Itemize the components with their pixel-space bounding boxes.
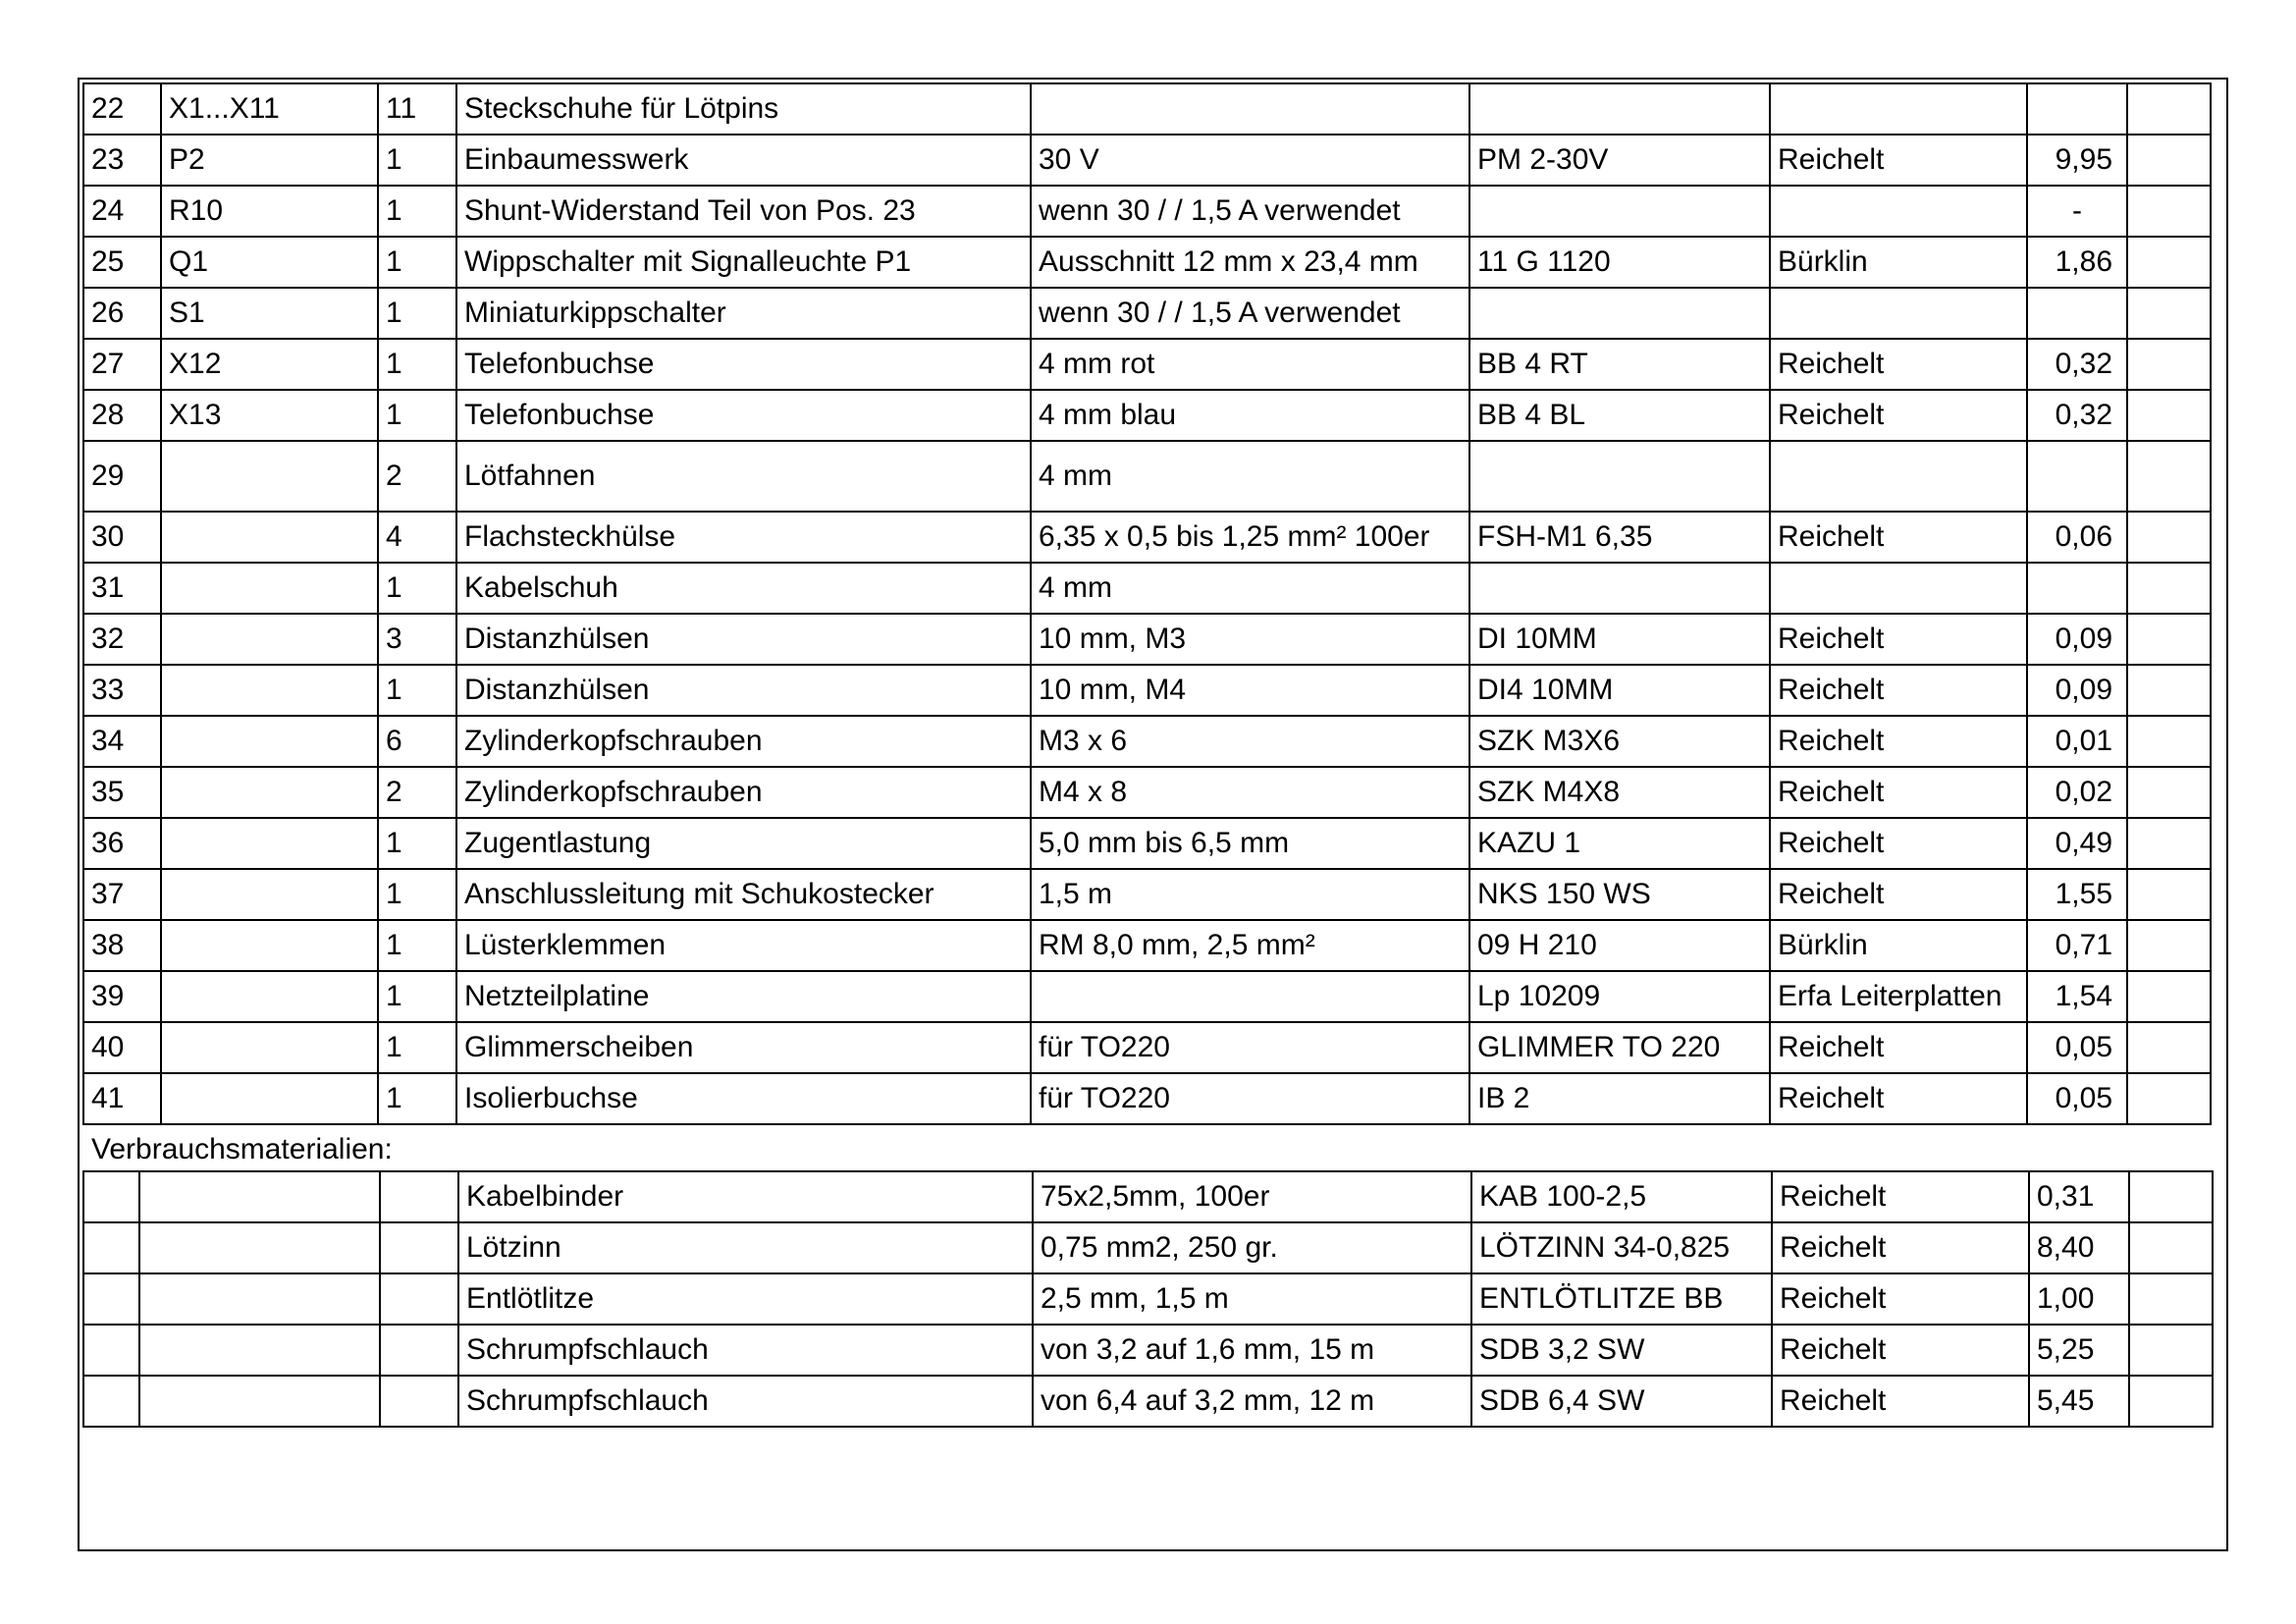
supplier-cell: Reichelt [1772, 1376, 2029, 1427]
order-number-cell: GLIMMER TO 220 [1469, 1022, 1770, 1073]
description-cell: Lüsterklemmen [456, 920, 1031, 971]
order-number-cell: SDB 6,4 SW [1471, 1376, 1772, 1427]
price-cell: 0,09 [2027, 614, 2127, 665]
price-cell: 0,01 [2027, 716, 2127, 767]
empty-cell [2127, 971, 2211, 1022]
order-number-cell: ENTLÖTLITZE BB [1471, 1273, 1772, 1325]
reference-cell: X13 [161, 390, 378, 441]
empty-cell [2129, 1273, 2213, 1325]
reference-cell [161, 441, 378, 512]
empty-cell [2127, 716, 2211, 767]
specification-cell: wenn 30 / / 1,5 A verwendet [1031, 186, 1469, 237]
empty-cell [2127, 135, 2211, 186]
position-cell: 25 [83, 237, 161, 288]
description-cell: Anschlussleitung mit Schukostecker [456, 869, 1031, 920]
price-cell: 0,49 [2027, 818, 2127, 869]
description-cell: Miniaturkippschalter [456, 288, 1031, 339]
position-cell: 31 [83, 563, 161, 614]
description-cell: Distanzhülsen [456, 614, 1031, 665]
specification-cell: 4 mm [1031, 563, 1469, 614]
specification-cell: 4 mm blau [1031, 390, 1469, 441]
table-row [83, 614, 2211, 665]
quantity-cell: 1 [378, 186, 456, 237]
table-row [83, 1022, 2211, 1073]
empty-cell [2127, 288, 2211, 339]
description-cell: Steckschuhe für Lötpins [456, 83, 1031, 135]
price-cell: 0,32 [2027, 390, 2127, 441]
description-cell: Telefonbuchse [456, 390, 1031, 441]
empty-cell [139, 1273, 380, 1325]
specification-cell: 4 mm rot [1031, 339, 1469, 390]
description-cell: Schrumpfschlauch [458, 1376, 1033, 1427]
quantity-cell: 1 [378, 135, 456, 186]
description-cell: Schrumpfschlauch [458, 1325, 1033, 1376]
description-cell: Telefonbuchse [456, 339, 1031, 390]
description-cell: Lötfahnen [456, 441, 1031, 512]
empty-cell [139, 1325, 380, 1376]
order-number-cell: KAZU 1 [1469, 818, 1770, 869]
table-row [83, 339, 2211, 390]
quantity-cell: 1 [378, 665, 456, 716]
order-number-cell: 11 G 1120 [1469, 237, 1770, 288]
empty-cell [380, 1171, 458, 1222]
empty-cell [2127, 237, 2211, 288]
position-cell: 36 [83, 818, 161, 869]
supplier-cell: Reichelt [1770, 339, 2027, 390]
supplier-cell [1770, 441, 2027, 512]
reference-cell [161, 512, 378, 563]
supplier-cell: Reichelt [1772, 1273, 2029, 1325]
order-number-cell: SDB 3,2 SW [1471, 1325, 1772, 1376]
empty-cell [139, 1222, 380, 1273]
quantity-cell: 1 [378, 1073, 456, 1124]
specification-cell: 6,35 x 0,5 bis 1,25 mm² 100er [1031, 512, 1469, 563]
table-row [83, 186, 2211, 237]
price-cell: 1,00 [2029, 1273, 2129, 1325]
supplier-cell: Bürklin [1770, 237, 2027, 288]
position-cell: 24 [83, 186, 161, 237]
empty-cell [83, 1222, 139, 1273]
description-cell: Kabelschuh [456, 563, 1031, 614]
quantity-cell: 4 [378, 512, 456, 563]
price-cell: 1,86 [2027, 237, 2127, 288]
order-number-cell [1469, 441, 1770, 512]
table-row [83, 1073, 2211, 1124]
position-cell: 41 [83, 1073, 161, 1124]
price-cell: 0,05 [2027, 1022, 2127, 1073]
specification-cell: 30 V [1031, 135, 1469, 186]
reference-cell [161, 665, 378, 716]
consumables-table [82, 1170, 2214, 1428]
price-cell: 0,71 [2027, 920, 2127, 971]
specification-cell: 10 mm, M3 [1031, 614, 1469, 665]
empty-cell [83, 1273, 139, 1325]
table-row [83, 135, 2211, 186]
supplier-cell: Reichelt [1770, 614, 2027, 665]
empty-cell [139, 1171, 380, 1222]
reference-cell [161, 818, 378, 869]
supplier-cell: Bürklin [1770, 920, 2027, 971]
order-number-cell [1469, 83, 1770, 135]
price-cell: 1,54 [2027, 971, 2127, 1022]
reference-cell: P2 [161, 135, 378, 186]
specification-cell: für TO220 [1031, 1022, 1469, 1073]
specification-cell [1031, 971, 1469, 1022]
empty-cell [2127, 818, 2211, 869]
empty-cell [2127, 665, 2211, 716]
supplier-cell: Reichelt [1770, 869, 2027, 920]
reference-cell [161, 971, 378, 1022]
position-cell: 26 [83, 288, 161, 339]
price-cell: 0,31 [2029, 1171, 2129, 1222]
position-cell: 35 [83, 767, 161, 818]
supplier-cell: Reichelt [1770, 665, 2027, 716]
quantity-cell: 1 [378, 818, 456, 869]
price-cell [2027, 83, 2127, 135]
supplier-cell [1770, 83, 2027, 135]
empty-cell [2127, 869, 2211, 920]
order-number-cell: NKS 150 WS [1469, 869, 1770, 920]
order-number-cell: SZK M4X8 [1469, 767, 1770, 818]
supplier-cell: Erfa Leiterplatten [1770, 971, 2027, 1022]
empty-cell [2127, 1022, 2211, 1073]
supplier-cell: Reichelt [1770, 818, 2027, 869]
table-row [83, 1222, 2213, 1273]
position-cell: 23 [83, 135, 161, 186]
supplier-cell: Reichelt [1770, 390, 2027, 441]
reference-cell [161, 920, 378, 971]
position-cell: 30 [83, 512, 161, 563]
price-cell: 9,95 [2027, 135, 2127, 186]
table-row [83, 288, 2211, 339]
order-number-cell: DI 10MM [1469, 614, 1770, 665]
price-cell [2027, 441, 2127, 512]
empty-cell [2127, 1073, 2211, 1124]
empty-cell [139, 1376, 380, 1427]
price-cell: 0,05 [2027, 1073, 2127, 1124]
supplier-cell: Reichelt [1772, 1171, 2029, 1222]
price-cell [2027, 563, 2127, 614]
reference-cell: S1 [161, 288, 378, 339]
order-number-cell: SZK M3X6 [1469, 716, 1770, 767]
specification-cell: wenn 30 / / 1,5 A verwendet [1031, 288, 1469, 339]
specification-cell: von 6,4 auf 3,2 mm, 12 m [1033, 1376, 1471, 1427]
quantity-cell: 2 [378, 441, 456, 512]
empty-cell [2127, 186, 2211, 237]
quantity-cell: 1 [378, 339, 456, 390]
description-cell: Wippschalter mit Signalleuchte P1 [456, 237, 1031, 288]
price-cell: 1,55 [2027, 869, 2127, 920]
specification-cell: 4 mm [1031, 441, 1469, 512]
table-row [83, 665, 2211, 716]
description-cell: Zylinderkopfschrauben [456, 767, 1031, 818]
reference-cell: R10 [161, 186, 378, 237]
empty-cell [380, 1222, 458, 1273]
supplier-cell [1770, 186, 2027, 237]
empty-cell [2127, 441, 2211, 512]
empty-cell [2127, 614, 2211, 665]
price-cell: 5,45 [2029, 1376, 2129, 1427]
order-number-cell: DI4 10MM [1469, 665, 1770, 716]
quantity-cell: 1 [378, 971, 456, 1022]
quantity-cell: 1 [378, 288, 456, 339]
quantity-cell: 1 [378, 563, 456, 614]
table-row [83, 1376, 2213, 1427]
empty-cell [2129, 1222, 2213, 1273]
reference-cell [161, 614, 378, 665]
order-number-cell: KAB 100-2,5 [1471, 1171, 1772, 1222]
description-cell: Netzteilplatine [456, 971, 1031, 1022]
quantity-cell: 11 [378, 83, 456, 135]
supplier-cell: Reichelt [1770, 1022, 2027, 1073]
supplier-cell: Reichelt [1770, 1073, 2027, 1124]
quantity-cell: 2 [378, 767, 456, 818]
specification-cell: M4 x 8 [1031, 767, 1469, 818]
specification-cell [1031, 83, 1469, 135]
table-row [83, 83, 2211, 135]
specification-cell: für TO220 [1031, 1073, 1469, 1124]
reference-cell [161, 767, 378, 818]
order-number-cell: FSH-M1 6,35 [1469, 512, 1770, 563]
position-cell: 40 [83, 1022, 161, 1073]
description-cell: Isolierbuchse [456, 1073, 1031, 1124]
price-cell: 8,40 [2029, 1222, 2129, 1273]
position-cell: 32 [83, 614, 161, 665]
empty-cell [2127, 563, 2211, 614]
supplier-cell: Reichelt [1770, 767, 2027, 818]
quantity-cell: 1 [378, 869, 456, 920]
order-number-cell: 09 H 210 [1469, 920, 1770, 971]
reference-cell: X12 [161, 339, 378, 390]
reference-cell [161, 1022, 378, 1073]
reference-cell [161, 716, 378, 767]
empty-cell [83, 1325, 139, 1376]
empty-cell [2127, 390, 2211, 441]
order-number-cell: BB 4 BL [1469, 390, 1770, 441]
table-row [83, 390, 2211, 441]
reference-cell [161, 869, 378, 920]
quantity-cell: 6 [378, 716, 456, 767]
position-cell: 22 [83, 83, 161, 135]
empty-cell [380, 1325, 458, 1376]
supplier-cell: Reichelt [1772, 1222, 2029, 1273]
order-number-cell [1469, 186, 1770, 237]
empty-cell [83, 1171, 139, 1222]
table-row [83, 441, 2211, 512]
quantity-cell: 1 [378, 920, 456, 971]
table-row [83, 869, 2211, 920]
table-row [83, 920, 2211, 971]
specification-cell: M3 x 6 [1031, 716, 1469, 767]
position-cell: 28 [83, 390, 161, 441]
parts-list-table [82, 82, 2212, 1125]
price-cell: 0,06 [2027, 512, 2127, 563]
description-cell: Shunt-Widerstand Teil von Pos. 23 [456, 186, 1031, 237]
empty-cell [2129, 1376, 2213, 1427]
position-cell: 37 [83, 869, 161, 920]
table-row [83, 1171, 2213, 1222]
table-row [83, 716, 2211, 767]
specification-cell: 75x2,5mm, 100er [1033, 1171, 1471, 1222]
reference-cell: Q1 [161, 237, 378, 288]
description-cell: Glimmerscheiben [456, 1022, 1031, 1073]
specification-cell: RM 8,0 mm, 2,5 mm² [1031, 920, 1469, 971]
quantity-cell: 1 [378, 390, 456, 441]
quantity-cell: 3 [378, 614, 456, 665]
price-cell: 0,09 [2027, 665, 2127, 716]
order-number-cell: LÖTZINN 34-0,825 [1471, 1222, 1772, 1273]
specification-cell: 2,5 mm, 1,5 m [1033, 1273, 1471, 1325]
description-cell: Kabelbinder [458, 1171, 1033, 1222]
description-cell: Zugentlastung [456, 818, 1031, 869]
empty-cell [2127, 512, 2211, 563]
supplier-cell [1770, 563, 2027, 614]
description-cell: Distanzhülsen [456, 665, 1031, 716]
table-row [83, 971, 2211, 1022]
description-cell: Flachsteckhülse [456, 512, 1031, 563]
specification-cell: 1,5 m [1031, 869, 1469, 920]
table-row [83, 818, 2211, 869]
price-cell: - [2027, 186, 2127, 237]
quantity-cell: 1 [378, 237, 456, 288]
description-cell: Einbaumesswerk [456, 135, 1031, 186]
price-cell: 5,25 [2029, 1325, 2129, 1376]
specification-cell: Ausschnitt 12 mm x 23,4 mm [1031, 237, 1469, 288]
empty-cell [83, 1376, 139, 1427]
specification-cell: 5,0 mm bis 6,5 mm [1031, 818, 1469, 869]
table-row [83, 237, 2211, 288]
empty-cell [2127, 83, 2211, 135]
empty-cell [2127, 920, 2211, 971]
empty-cell [2127, 339, 2211, 390]
order-number-cell [1469, 563, 1770, 614]
supplier-cell: Reichelt [1770, 135, 2027, 186]
table-row [83, 1273, 2213, 1325]
empty-cell [380, 1273, 458, 1325]
specification-cell: 0,75 mm2, 250 gr. [1033, 1222, 1471, 1273]
empty-cell [2127, 767, 2211, 818]
quantity-cell: 1 [378, 1022, 456, 1073]
order-number-cell: PM 2-30V [1469, 135, 1770, 186]
position-cell: 27 [83, 339, 161, 390]
supplier-cell: Reichelt [1770, 716, 2027, 767]
table-row [83, 512, 2211, 563]
table-row [83, 767, 2211, 818]
order-number-cell: BB 4 RT [1469, 339, 1770, 390]
supplier-cell [1770, 288, 2027, 339]
order-number-cell [1469, 288, 1770, 339]
consumables-heading: Verbrauchsmaterialien: [91, 1133, 393, 1165]
price-cell [2027, 288, 2127, 339]
reference-cell: X1...X11 [161, 83, 378, 135]
description-cell: Lötzinn [458, 1222, 1033, 1273]
specification-cell: von 3,2 auf 1,6 mm, 15 m [1033, 1325, 1471, 1376]
position-cell: 33 [83, 665, 161, 716]
reference-cell [161, 1073, 378, 1124]
position-cell: 38 [83, 920, 161, 971]
position-cell: 39 [83, 971, 161, 1022]
empty-cell [380, 1376, 458, 1427]
position-cell: 34 [83, 716, 161, 767]
supplier-cell: Reichelt [1772, 1325, 2029, 1376]
description-cell: Zylinderkopfschrauben [456, 716, 1031, 767]
reference-cell [161, 563, 378, 614]
order-number-cell: IB 2 [1469, 1073, 1770, 1124]
table-row [83, 563, 2211, 614]
order-number-cell: Lp 10209 [1469, 971, 1770, 1022]
table-row [83, 1325, 2213, 1376]
empty-cell [2129, 1325, 2213, 1376]
description-cell: Entlötlitze [458, 1273, 1033, 1325]
empty-cell [2129, 1171, 2213, 1222]
supplier-cell: Reichelt [1770, 512, 2027, 563]
specification-cell: 10 mm, M4 [1031, 665, 1469, 716]
position-cell: 29 [83, 441, 161, 512]
price-cell: 0,02 [2027, 767, 2127, 818]
price-cell: 0,32 [2027, 339, 2127, 390]
